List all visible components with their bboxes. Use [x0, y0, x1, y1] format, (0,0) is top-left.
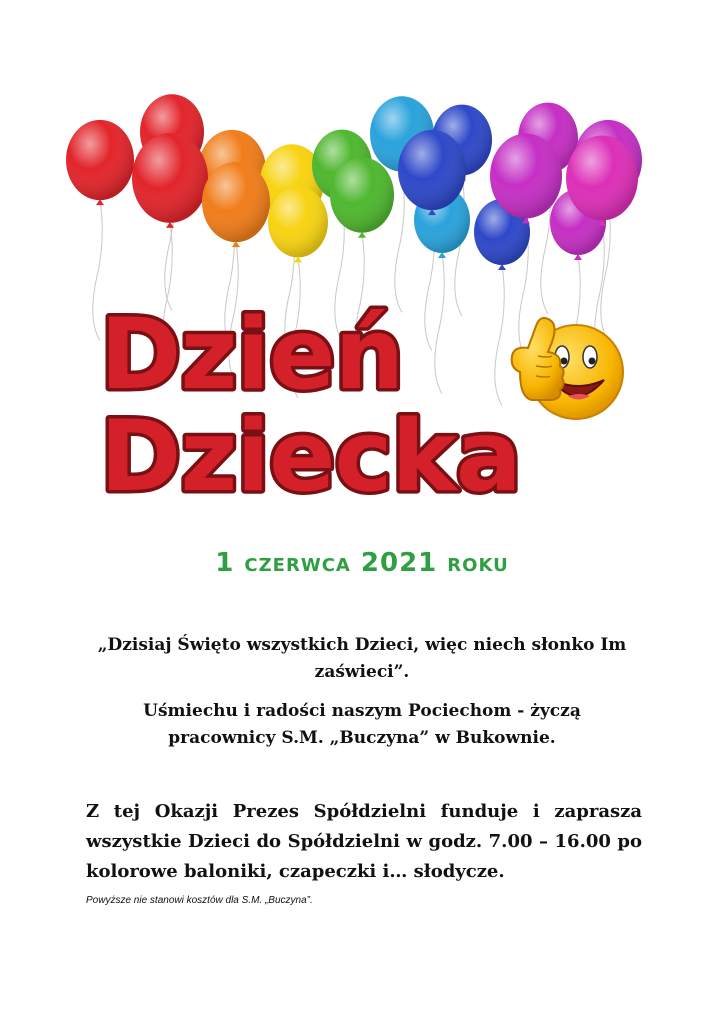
balloon-shine	[202, 162, 270, 242]
dzien-dziecka-logo	[100, 298, 521, 510]
balloon-knot	[96, 199, 104, 205]
balloon-shine	[330, 157, 394, 233]
balloon-knot	[294, 256, 302, 262]
balloon-shine	[566, 136, 638, 221]
logo-line-1: Dzień	[100, 298, 404, 412]
balloon-string	[495, 266, 504, 406]
balloon-shine	[66, 120, 134, 200]
balloon-knot	[498, 264, 506, 270]
balloon-shine	[398, 130, 466, 210]
balloon-knot	[358, 232, 366, 238]
thumbs-up-smiley-icon	[512, 318, 623, 419]
balloon-knot	[574, 254, 582, 260]
balloon-knot	[232, 241, 240, 247]
balloon-shine	[490, 134, 562, 219]
event-date: 1 czerwca 2021 roku	[215, 548, 509, 578]
balloon-shine	[268, 187, 328, 258]
footnote-text: Powyższe nie stanowi kosztów dla S.M. „Buczyna”.	[86, 895, 313, 906]
balloon-string	[435, 254, 444, 394]
wishes-text: Uśmiechu i radości naszym Pociechom - życzą pracownicy S.M. „Buczyna” w Bukownie.	[143, 701, 581, 748]
invitation-text: Z tej Okazji Prezes Spółdzielni funduje i zaprasza wszystkie Dzieci do Spółdzielni w godz. 7.00 – 16.00 po kolorowe baloniki, czapeczki i… słodycze.	[86, 801, 642, 882]
dzien-dziecka-banner	[0, 0, 724, 510]
logo-line-2: Dziecka	[100, 400, 521, 510]
quote-text: „Dzisiaj Święto wszystkich Dzieci, więc niech słonko Im zaświeci”.	[97, 635, 627, 682]
balloon-shine	[132, 133, 208, 223]
balloon-string	[395, 172, 404, 312]
balloon-knot	[438, 252, 446, 258]
